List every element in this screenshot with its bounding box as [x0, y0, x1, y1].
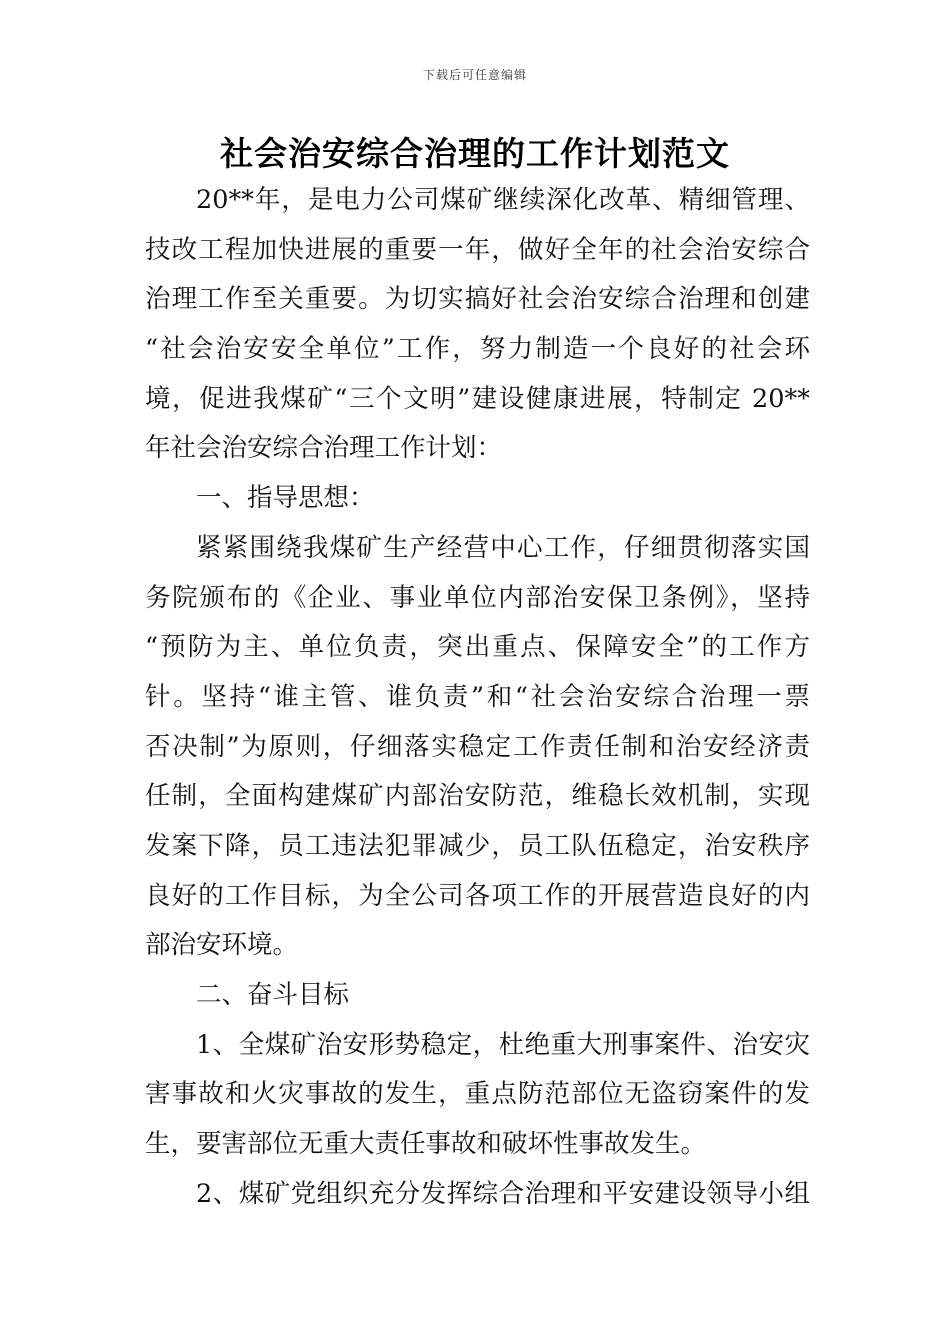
body-line: 技改工程加快进展的重要一年，做好全年的社会治安综合 [145, 234, 810, 265]
body-line: 务院颁布的《企业、事业单位内部治安保卫条例》，坚持 [145, 582, 810, 613]
document-title: 社会治安综合治理的工作计划范文 [220, 134, 730, 173]
body-line: 境，促进我煤矿“三个文明”建设健康进展，特制定 20** [145, 383, 810, 414]
body-line: 否决制”为原则，仔细落实稳定工作责任制和治安经济责 [145, 731, 810, 762]
body-line: 发案下降，员工违法犯罪减少，员工队伍稳定，治安秩序 [145, 830, 810, 861]
body-line: 生，要害部位无重大责任事故和破坏性事故发生。 [145, 1129, 707, 1160]
body-line: 一、指导思想： [196, 483, 375, 514]
document-body [145, 176, 810, 1219]
body-line: 害事故和火灾事故的发生，重点防范部位无盗窃案件的发 [145, 1079, 810, 1110]
body-line: “预防为主、单位负责，突出重点、保障安全”的工作方 [145, 632, 810, 663]
body-line: 良好的工作目标，为全公司各项工作的开展营造良好的内 [145, 880, 810, 911]
body-line: 部治安环境。 [145, 930, 299, 961]
body-line: 二、奋斗目标 [196, 980, 350, 1010]
body-line: 治理工作至关重要。为切实搞好社会治安综合治理和创建 [145, 284, 810, 315]
body-line: 紧紧围绕我煤矿生产经营中心工作，仔细贯彻落实国 [196, 532, 810, 563]
body-line: 任制，全面构建煤矿内部治安防范，维稳长效机制，实现 [145, 781, 810, 812]
body-line: “社会治安安全单位”工作，努力制造一个良好的社会环 [145, 334, 810, 365]
header-note: 下载后可任意编辑 [422, 68, 527, 82]
body-line: 年社会治安综合治理工作计划： [145, 433, 503, 464]
body-line: 1、全煤矿治安形势稳定，杜绝重大刑事案件、治安灾 [196, 1029, 810, 1060]
body-line: 2、煤矿党组织充分发挥综合治理和平安建设领导小组 [196, 1178, 810, 1209]
body-line: 针。坚持“谁主管、谁负责”和“社会治安综合治理一票 [145, 681, 810, 712]
body-line: 20**年，是电力公司煤矿继续深化改革、精细管理、 [196, 185, 810, 215]
